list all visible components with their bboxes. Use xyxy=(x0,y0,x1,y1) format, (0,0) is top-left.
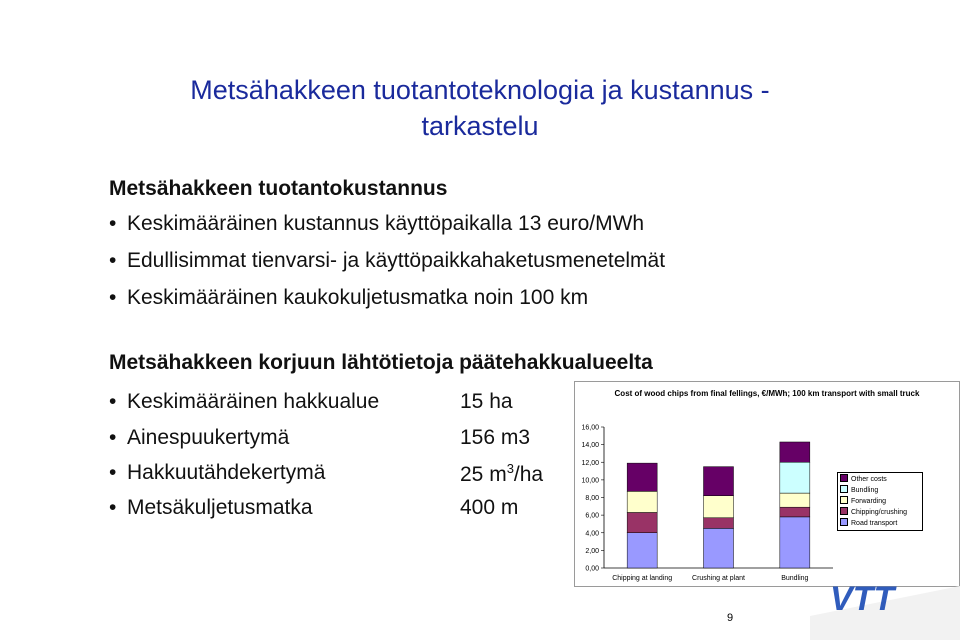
bar-segment xyxy=(627,512,657,532)
y-tick-label: 8,00 xyxy=(585,495,599,502)
bar-segment xyxy=(704,518,734,529)
slide-title-line2: tarkastelu xyxy=(421,111,539,141)
legend-swatch xyxy=(840,518,848,526)
x-category-label: Chipping at landing xyxy=(612,575,673,582)
bar-segment xyxy=(780,493,810,507)
legend-item xyxy=(840,518,920,529)
bar-segment xyxy=(627,533,657,568)
y-tick-label: 12,00 xyxy=(581,459,599,467)
y-tick-label: 14,00 xyxy=(581,442,599,450)
bar-segment xyxy=(704,528,734,568)
item-forwarding-distance-value: 400 m xyxy=(460,496,519,519)
item-label: Hakkuutähdekertymä xyxy=(127,461,326,484)
item-timber-yield-value: 156 m3 xyxy=(460,426,531,449)
legend-item xyxy=(840,496,920,507)
y-tick-label: 2,00 xyxy=(585,547,599,555)
bar-segment xyxy=(780,462,810,493)
legend-label: Other costs xyxy=(851,476,887,483)
slide-title-line1: Metsähakkeen tuotantoteknologia ja kustannus - xyxy=(190,75,770,105)
bar-segment xyxy=(704,467,734,496)
section-heading-harvest-data: Metsähakkeen korjuun lähtötietoja päätehakkualueelta xyxy=(109,351,653,374)
bullet-text: Keskimääräinen kaukokuljetusmatka noin 100 km xyxy=(127,286,589,309)
legend-swatch xyxy=(840,507,848,515)
y-tick-label: 6,00 xyxy=(585,512,599,520)
legend-swatch xyxy=(840,474,848,482)
legend-label: Road transport xyxy=(851,520,898,527)
bullet-transport-distance: • Keskimääräinen kaukokuljetusmatka noin 100 km xyxy=(109,286,589,309)
svg-text:VTT: VTT xyxy=(830,580,895,618)
legend-label: Forwarding xyxy=(851,498,887,505)
section-heading-production-cost: Metsähakkeen tuotantokustannus xyxy=(109,177,448,200)
legend-label: Chipping/crushing xyxy=(851,509,908,516)
legend-label: Bundling xyxy=(851,487,879,494)
x-category-label: Bundling xyxy=(781,575,809,582)
y-tick-label: 10,00 xyxy=(581,477,599,485)
item-label: Ainespuukertymä xyxy=(127,426,290,449)
slide-title xyxy=(0,72,960,144)
bar-segment xyxy=(627,491,657,512)
x-category-label: Crushing at plant xyxy=(692,575,745,582)
item-forwarding-distance: • Metsäkuljetusmatka xyxy=(109,496,313,519)
bullet-text: Keskimääräinen kustannus käyttöpaikalla 13 euro/MWh xyxy=(127,212,645,235)
item-residue-yield: • Hakkuutähdekertymä xyxy=(109,461,326,484)
legend-item xyxy=(840,474,920,485)
bar-segment xyxy=(780,507,810,517)
legend-item xyxy=(840,507,920,518)
item-label: Keskimääräinen hakkualue xyxy=(127,390,380,413)
page-number: 9 xyxy=(727,612,734,624)
bar-segment xyxy=(780,517,810,568)
chart-title: Cost of wood chips from final fellings, €/MWh; 100 km transport with small truck xyxy=(614,389,920,398)
bullet-text: Edullisimmat tienvarsi- ja käyttöpaikkahaketusmenetelmät xyxy=(127,249,666,272)
value-tail: /ha xyxy=(513,463,544,486)
bar-segment xyxy=(627,463,657,491)
item-timber-yield: • Ainespuukertymä xyxy=(109,426,290,449)
legend-swatch xyxy=(840,485,848,493)
value-main: 25 m xyxy=(460,463,507,486)
cost-chart xyxy=(574,381,960,587)
vtt-logo xyxy=(810,572,960,640)
y-tick-label: 4,00 xyxy=(585,530,599,538)
value-superscript: 3 xyxy=(506,461,514,476)
legend-item xyxy=(840,485,920,496)
y-tick-label: 16,00 xyxy=(581,424,599,432)
bar-segment xyxy=(780,442,810,462)
bullet-cheapest-methods: • Edullisimmat tienvarsi- ja käyttöpaikkahaketusmenetelmät xyxy=(109,249,666,272)
item-cutting-area-value: 15 ha xyxy=(460,390,513,413)
y-tick-label: 0,00 xyxy=(585,565,599,573)
item-label: Metsäkuljetusmatka xyxy=(127,496,313,519)
chart-legend xyxy=(837,472,923,531)
item-residue-yield-value xyxy=(460,461,543,487)
item-cutting-area: • Keskimääräinen hakkualue xyxy=(109,390,380,413)
bullet-average-cost: • Keskimääräinen kustannus käyttöpaikalla 13 euro/MWh xyxy=(109,212,645,235)
legend-swatch xyxy=(840,496,848,504)
bar-segment xyxy=(704,496,734,518)
